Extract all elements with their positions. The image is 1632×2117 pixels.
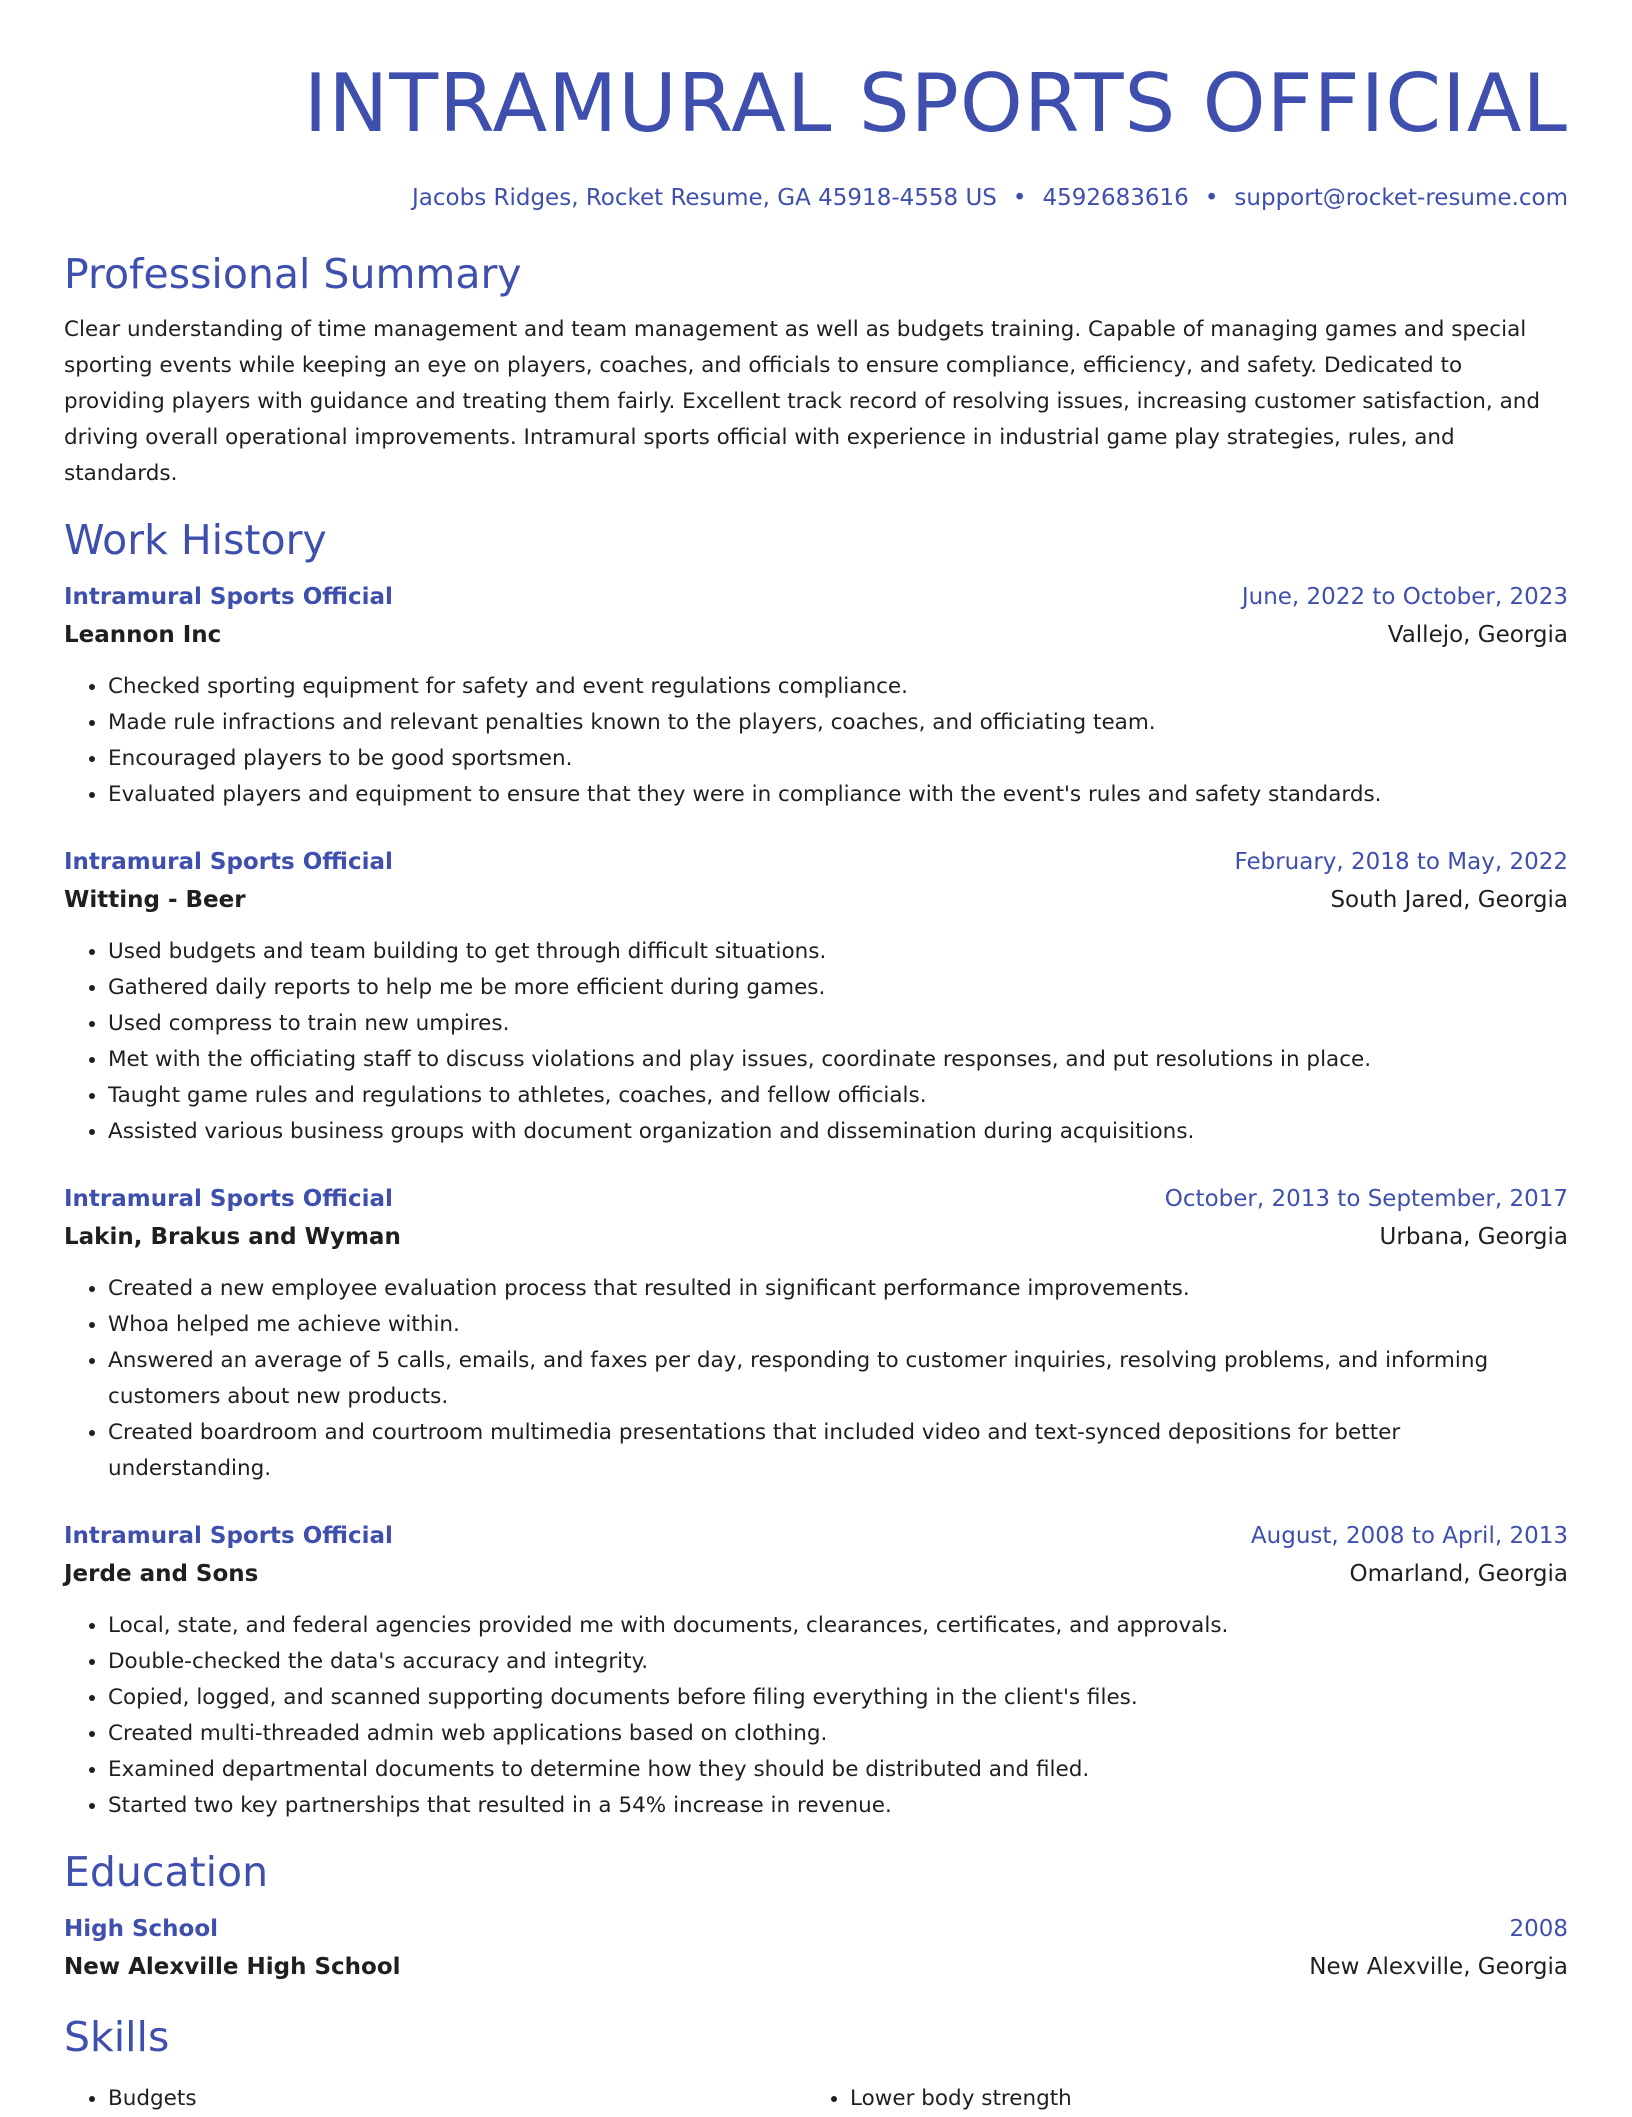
resume-name: INTRAMURAL SPORTS OFFICIAL	[303, 57, 1568, 150]
job-bullets	[64, 669, 1568, 813]
list-item: • Answered an average of 5 calls, emails, and faxes per day, responding to customer inquiries, resolving problems, and informing customers about new products.	[108, 1343, 1568, 1415]
job-company: Witting - Beer	[64, 887, 246, 913]
education-year: 2008	[1509, 1916, 1568, 1942]
job-title: Intramural Sports Official	[64, 849, 393, 875]
section-title-education: Education	[64, 1848, 269, 1896]
list-item: • Copied, logged, and scanned supporting documents before filing everything in the client's files.	[108, 1680, 1568, 1716]
list-item: • Encouraged players to be good sportsmen.	[108, 741, 1568, 777]
job-location: Urbana, Georgia	[1379, 1224, 1568, 1250]
list-item: • Evaluated players and equipment to ensure that they were in compliance with the event's rules and safety standards.	[108, 777, 1568, 813]
job-title: Intramural Sports Official	[64, 584, 393, 610]
list-item: • Used compress to train new umpires.	[108, 1006, 1568, 1042]
list-item: • Gathered daily reports to help me be more efficient during games.	[108, 970, 1568, 1006]
list-item: • Used budgets and team building to get through difficult situations.	[108, 934, 1568, 970]
education-entry	[64, 1910, 1568, 1987]
job-company: Jerde and Sons	[64, 1561, 259, 1587]
summary-text: Clear understanding of time management and team management as well as budgets training. Capable of managing games and special sporting events while keeping an eye on players, coaches, and officials to ensure compliance, efficiency, and safety. Dedicated to providing players with guidance and treating them fairly. Excellent track record of resolving issues, increasing customer satisfaction, and driving overall operational improvements. Intramural sports official with experience in industrial game play strategies, rules, and standards.	[64, 317, 1541, 486]
list-item: • Checked sporting equipment for safety and event regulations compliance.	[108, 669, 1568, 705]
job-title: Intramural Sports Official	[64, 1523, 393, 1549]
list-item: • Double-checked the data's accuracy and integrity.	[108, 1644, 1568, 1680]
section-title-summary: Professional Summary	[64, 250, 522, 298]
education-school: New Alexville High School	[64, 1954, 401, 1980]
separator-dot: •	[1012, 185, 1027, 211]
job-company: Leannon Inc	[64, 622, 222, 648]
list-item: • Budgets	[108, 2081, 806, 2117]
job-location: Vallejo, Georgia	[1387, 622, 1568, 648]
list-item: • Started two key partnerships that resulted in a 54% increase in revenue.	[108, 1788, 1568, 1824]
job-location: South Jared, Georgia	[1330, 887, 1568, 913]
job-company: Lakin, Brakus and Wyman	[64, 1224, 401, 1250]
education-section	[64, 1846, 1568, 1987]
list-item: • Created multi-threaded admin web applications based on clothing.	[108, 1716, 1568, 1752]
list-item: • Made rule infractions and relevant penalties known to the players, coaches, and officiating team.	[108, 705, 1568, 741]
separator-dot: •	[1204, 185, 1219, 211]
list-item: • Met with the officiating staff to discuss violations and play issues, coordinate responses, and put resolutions in place.	[108, 1042, 1568, 1078]
contact-email: support@rocket-resume.com	[1234, 185, 1568, 211]
contact-line	[412, 182, 1568, 214]
job-entry	[64, 843, 1568, 1150]
list-item: • Local, state, and federal agencies provided me with documents, clearances, certificates, and approvals.	[108, 1608, 1568, 1644]
job-dates: June, 2022 to October, 2023	[1241, 584, 1568, 610]
job-bullets	[64, 1271, 1568, 1487]
list-item: • Created boardroom and courtroom multimedia presentations that included video and text-synced depositions for better understanding.	[108, 1415, 1568, 1487]
list-item: • Lower body strength	[850, 2081, 1548, 2117]
education-degree: High School	[64, 1916, 219, 1942]
job-bullets	[64, 934, 1568, 1150]
skills-section	[64, 2011, 1568, 2117]
job-title: Intramural Sports Official	[64, 1186, 393, 1212]
list-item: • Whoa helped me achieve within.	[108, 1307, 1568, 1343]
job-entry	[64, 1517, 1568, 1824]
job-entry	[64, 1180, 1568, 1487]
list-item: • Assisted various business groups with document organization and dissemination during acquisitions.	[108, 1114, 1568, 1150]
job-location: Omarland, Georgia	[1349, 1561, 1568, 1587]
list-item: • Taught game rules and regulations to athletes, coaches, and fellow officials.	[108, 1078, 1568, 1114]
job-dates: February, 2018 to May, 2022	[1234, 849, 1568, 875]
job-bullets	[64, 1608, 1568, 1824]
work-history-section	[64, 514, 1568, 1824]
list-item: • Examined departmental documents to determine how they should be distributed and filed.	[108, 1752, 1568, 1788]
job-entry	[64, 578, 1568, 813]
education-location: New Alexville, Georgia	[1309, 1954, 1568, 1980]
section-title-work-history: Work History	[64, 516, 327, 564]
summary-section	[64, 248, 1568, 492]
job-dates: August, 2008 to April, 2013	[1250, 1523, 1568, 1549]
section-title-skills: Skills	[64, 2013, 170, 2061]
job-dates: October, 2013 to September, 2017	[1164, 1186, 1568, 1212]
list-item: • Created a new employee evaluation process that resulted in significant performance improvements.	[108, 1271, 1568, 1307]
contact-phone: 4592683616	[1042, 185, 1189, 211]
contact-address: Jacobs Ridges, Rocket Resume, GA 45918-4558 US	[412, 185, 997, 211]
